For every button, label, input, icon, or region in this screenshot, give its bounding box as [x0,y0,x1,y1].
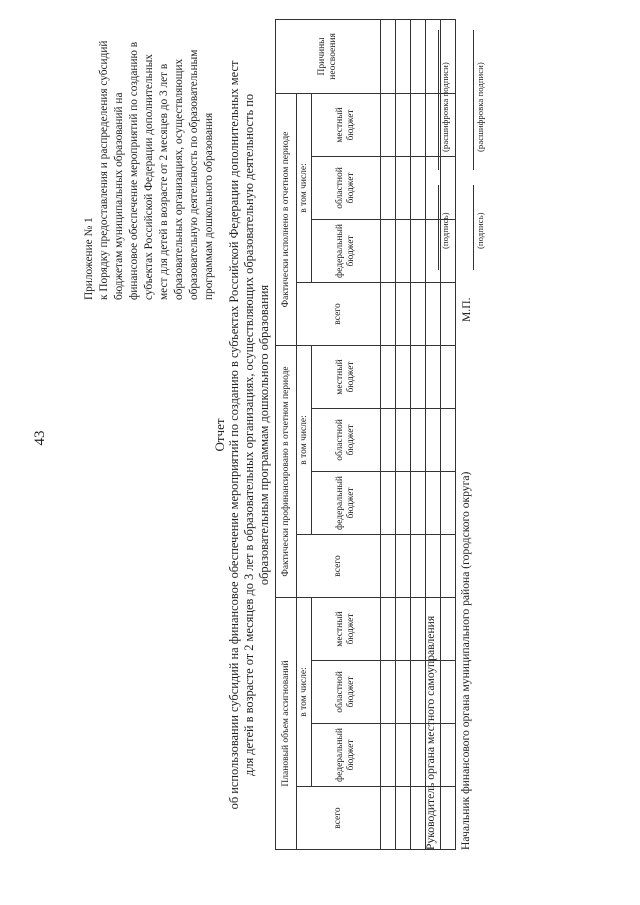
table-cell [396,597,411,660]
appendix-line: программам дошкольного образования [203,112,215,300]
table-cell [411,93,426,156]
table-cell [441,345,456,408]
table-cell [411,408,426,471]
header-total: всего [297,534,381,597]
appendix-line: к Порядку предоставления и распределения субсидий [98,40,110,300]
table-cell [396,471,411,534]
table-cell [411,19,426,93]
appendix-line: образовательных организациях, осуществляющих [173,58,185,300]
report-title: Отчет [212,418,227,452]
header-including: в том числе: [297,345,312,534]
appendix-line: мест для детей в возрасте от 2 месяцев до 3 лет в [158,63,170,300]
table-cell [441,471,456,534]
table-cell [396,19,411,93]
header-federal-budget: федеральный бюджет [312,471,381,534]
table-cell [426,282,441,345]
header-regional-budget: областной бюджет [312,661,381,724]
table-cell [381,19,396,93]
transcript-caption: (расшифровка подписи) [440,62,450,152]
finance-head-label: Начальник финансового органа муниципального района (городского округа) [459,471,472,850]
appendix-line: субъектах Российской Федерации дополнительных [143,54,155,300]
local-government-head-label: Руководитель органа местного самоуправления [424,615,437,850]
table-cell [381,724,396,787]
table-cell [381,93,396,156]
table-cell [396,408,411,471]
table-cell [381,787,396,850]
report-subtitle-line: об использовании субсидий на финансовое обеспечение мероприятий по созданию в субъектах Российской Федерации дополнительных мест [227,60,241,810]
header-total: всего [297,787,381,850]
table-cell [411,282,426,345]
table-cell [441,724,456,787]
table-cell [411,156,426,219]
header-including: в том числе: [297,93,312,282]
report-subtitle-line: для детей в возрасте от 2 месяцев до 3 лет в образовательных организациях, осуществляющих образовательную деятельность по [242,93,256,777]
table-cell [381,282,396,345]
table-cell [441,156,456,219]
header-total: всего [297,282,381,345]
stamp-place-label: М.П. [460,297,473,322]
appendix-note [82,20,217,300]
table-cell [396,787,411,850]
appendix-line: бюджетам муниципальных образований на [113,92,125,300]
table-cell [381,156,396,219]
table-cell [396,345,411,408]
table-cell [426,471,441,534]
table-cell [426,345,441,408]
header-executed: Фактически исполнено в отчетном периоде [276,93,297,345]
rotated-report-sheet [30,20,520,870]
table-cell [381,534,396,597]
appendix-line: финансовое обеспечение мероприятий по созданию в [128,41,140,300]
table-cell [441,534,456,597]
table-cell [381,345,396,408]
table-cell [396,156,411,219]
table-cell [411,534,426,597]
signature-line [438,185,439,270]
table-cell [441,787,456,850]
header-regional-budget: областной бюджет [312,156,381,219]
signature-line [473,185,474,270]
signature-caption: (подпись) [440,212,450,249]
table-cell [426,534,441,597]
table-cell [411,345,426,408]
table-cell [441,282,456,345]
header-planned: Плановый объем ассигнований [276,597,297,849]
table-cell [396,219,411,282]
table-cell [411,219,426,282]
header-federal-budget: федеральный бюджет [312,219,381,282]
header-financed: Фактически профинансировано в отчетном периоде [276,345,297,597]
header-regional-budget: областной бюджет [312,408,381,471]
header-local-budget: местный бюджет [312,597,381,660]
table-cell [441,661,456,724]
table-cell [381,408,396,471]
report-subtitle-line: образовательным программам дошкольного образования [257,284,271,586]
table-cell [396,661,411,724]
table-row [396,19,411,849]
table-cell [396,724,411,787]
table-cell [396,93,411,156]
transcript-line [438,30,439,170]
table-cell [441,408,456,471]
table-cell [441,597,456,660]
table-cell [426,408,441,471]
table-cell [381,471,396,534]
header-federal-budget: федеральный бюджет [312,724,381,787]
header-including: в том числе: [297,597,312,786]
transcript-caption: (расшифровка подписи) [475,62,485,152]
table-cell [381,661,396,724]
report-title-block [212,20,272,850]
table-row [381,19,396,849]
table-cell [396,282,411,345]
table-cell [411,471,426,534]
header-reasons: Причины неосвоения [276,19,381,93]
header-local-budget: местный бюджет [312,345,381,408]
table-cell [396,534,411,597]
table-cell [381,597,396,660]
header-local-budget: местный бюджет [312,93,381,156]
appendix-line: Приложение № 1 [83,217,95,300]
signature-caption: (подпись) [475,212,485,249]
transcript-line [473,30,474,170]
table-cell [381,219,396,282]
page-number: 43 [32,430,48,446]
appendix-line: образовательную деятельность по образовательным [188,49,200,300]
